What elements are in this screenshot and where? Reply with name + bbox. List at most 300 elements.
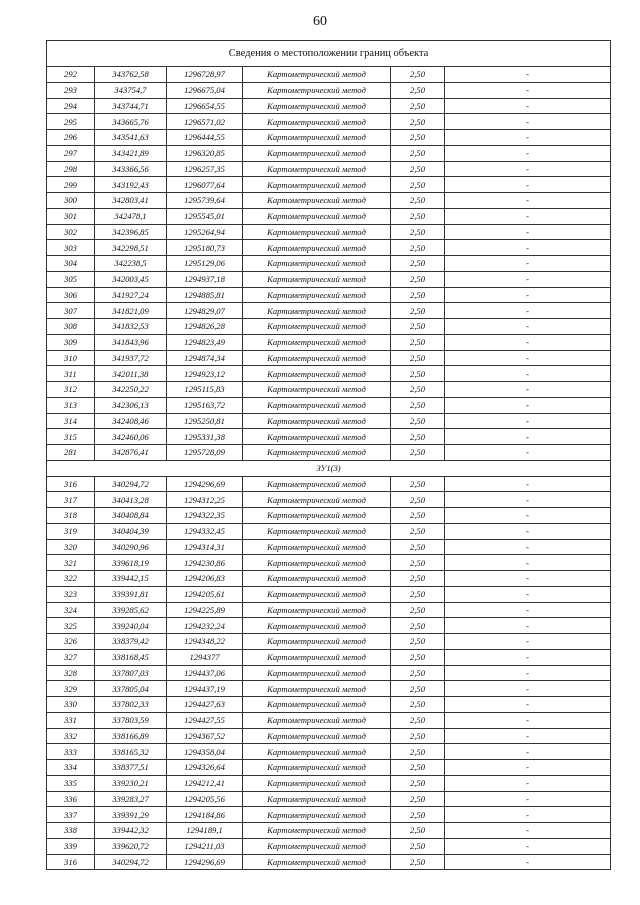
cell-coordinate-y: 1294885,81 xyxy=(167,287,243,303)
cell-coordinate-x: 342306,13 xyxy=(95,397,167,413)
cell-method: Картометрический метод xyxy=(243,256,391,272)
cell-method: Картометрический метод xyxy=(243,728,391,744)
cell-coordinate-y: 1294296,69 xyxy=(167,854,243,870)
table-row xyxy=(47,775,611,791)
cell-method: Картометрический метод xyxy=(243,634,391,650)
cell-description: - xyxy=(445,193,611,209)
table-row xyxy=(47,618,611,634)
cell-accuracy: 2,50 xyxy=(391,649,445,665)
cell-point-number: 327 xyxy=(47,649,95,665)
cell-accuracy: 2,50 xyxy=(391,838,445,854)
cell-coordinate-x: 338377,51 xyxy=(95,760,167,776)
cell-coordinate-x: 341927,24 xyxy=(95,287,167,303)
cell-accuracy: 2,50 xyxy=(391,823,445,839)
cell-coordinate-x: 342250,22 xyxy=(95,382,167,398)
cell-method: Картометрический метод xyxy=(243,350,391,366)
cell-coordinate-x: 342478,1 xyxy=(95,208,167,224)
cell-coordinate-x: 338166,89 xyxy=(95,728,167,744)
cell-accuracy: 2,50 xyxy=(391,145,445,161)
cell-method: Картометрический метод xyxy=(243,775,391,791)
cell-description: - xyxy=(445,618,611,634)
cell-coordinate-x: 342408,46 xyxy=(95,413,167,429)
cell-point-number: 329 xyxy=(47,681,95,697)
table-row xyxy=(47,193,611,209)
cell-coordinate-x: 339240,04 xyxy=(95,618,167,634)
cell-coordinate-y: 1294348,22 xyxy=(167,634,243,650)
cell-coordinate-y: 1295264,94 xyxy=(167,224,243,240)
cell-coordinate-x: 338165,32 xyxy=(95,744,167,760)
cell-method: Картометрический метод xyxy=(243,240,391,256)
cell-description: - xyxy=(445,397,611,413)
cell-method: Картометрический метод xyxy=(243,271,391,287)
cell-coordinate-y: 1295180,73 xyxy=(167,240,243,256)
cell-description: - xyxy=(445,366,611,382)
cell-accuracy: 2,50 xyxy=(391,744,445,760)
cell-accuracy: 2,50 xyxy=(391,350,445,366)
cell-accuracy: 2,50 xyxy=(391,760,445,776)
table-row xyxy=(47,98,611,114)
cell-point-number: 309 xyxy=(47,334,95,350)
cell-coordinate-x: 337807,03 xyxy=(95,665,167,681)
cell-coordinate-y: 1296077,64 xyxy=(167,177,243,193)
cell-coordinate-x: 339620,72 xyxy=(95,838,167,854)
cell-accuracy: 2,50 xyxy=(391,445,445,461)
table-row xyxy=(47,397,611,413)
cell-point-number: 310 xyxy=(47,350,95,366)
cell-coordinate-y: 1294212,41 xyxy=(167,775,243,791)
page-number: 60 xyxy=(313,14,327,29)
cell-coordinate-y: 1294314,31 xyxy=(167,539,243,555)
table-title: Сведения о местоположении границ объекта xyxy=(47,41,611,67)
table-row xyxy=(47,539,611,555)
table-row xyxy=(47,161,611,177)
cell-description: - xyxy=(445,508,611,524)
cell-accuracy: 2,50 xyxy=(391,161,445,177)
cell-description: - xyxy=(445,130,611,146)
table-row xyxy=(47,382,611,398)
cell-coordinate-x: 342460,06 xyxy=(95,429,167,445)
cell-coordinate-x: 337802,33 xyxy=(95,697,167,713)
cell-coordinate-y: 1294358,04 xyxy=(167,744,243,760)
cell-point-number: 312 xyxy=(47,382,95,398)
cell-description: - xyxy=(445,319,611,335)
cell-description: - xyxy=(445,775,611,791)
table-row xyxy=(47,555,611,571)
cell-point-number: 299 xyxy=(47,177,95,193)
cell-point-number: 294 xyxy=(47,98,95,114)
cell-method: Картометрический метод xyxy=(243,366,391,382)
cell-point-number: 292 xyxy=(47,67,95,83)
cell-description: - xyxy=(445,271,611,287)
cell-coordinate-y: 1294211,03 xyxy=(167,838,243,854)
cell-description: - xyxy=(445,161,611,177)
cell-coordinate-x: 341821,09 xyxy=(95,303,167,319)
cell-coordinate-x: 342238,5 xyxy=(95,256,167,272)
cell-method: Картометрический метод xyxy=(243,429,391,445)
cell-coordinate-y: 1294367,52 xyxy=(167,728,243,744)
cell-coordinate-x: 341832,53 xyxy=(95,319,167,335)
cell-description: - xyxy=(445,98,611,114)
cell-method: Картометрический метод xyxy=(243,823,391,839)
cell-coordinate-x: 340404,39 xyxy=(95,523,167,539)
cell-description: - xyxy=(445,712,611,728)
table-row xyxy=(47,303,611,319)
cell-coordinate-x: 342396,85 xyxy=(95,224,167,240)
table-title-row xyxy=(47,41,611,67)
cell-coordinate-x: 342298,51 xyxy=(95,240,167,256)
cell-description: - xyxy=(445,838,611,854)
cell-accuracy: 2,50 xyxy=(391,193,445,209)
cell-accuracy: 2,50 xyxy=(391,791,445,807)
cell-point-number: 308 xyxy=(47,319,95,335)
cell-accuracy: 2,50 xyxy=(391,366,445,382)
cell-description: - xyxy=(445,807,611,823)
cell-point-number: 281 xyxy=(47,445,95,461)
cell-accuracy: 2,50 xyxy=(391,256,445,272)
cell-coordinate-y: 1294189,1 xyxy=(167,823,243,839)
cell-description: - xyxy=(445,114,611,130)
cell-method: Картометрический метод xyxy=(243,334,391,350)
table-row xyxy=(47,823,611,839)
cell-coordinate-x: 340294,72 xyxy=(95,854,167,870)
cell-accuracy: 2,50 xyxy=(391,523,445,539)
cell-description: - xyxy=(445,697,611,713)
cell-method: Картометрический метод xyxy=(243,397,391,413)
cell-coordinate-x: 339442,15 xyxy=(95,571,167,587)
table-row xyxy=(47,256,611,272)
cell-coordinate-y: 1295129,06 xyxy=(167,256,243,272)
table-row xyxy=(47,476,611,492)
cell-point-number: 316 xyxy=(47,854,95,870)
cell-coordinate-x: 339391,29 xyxy=(95,807,167,823)
cell-accuracy: 2,50 xyxy=(391,303,445,319)
cell-coordinate-y: 1295115,83 xyxy=(167,382,243,398)
cell-accuracy: 2,50 xyxy=(391,775,445,791)
table-row xyxy=(47,634,611,650)
cell-coordinate-x: 339285,62 xyxy=(95,602,167,618)
cell-coordinate-y: 1294322,35 xyxy=(167,508,243,524)
cell-point-number: 306 xyxy=(47,287,95,303)
cell-point-number: 304 xyxy=(47,256,95,272)
cell-point-number: 330 xyxy=(47,697,95,713)
cell-method: Картометрический метод xyxy=(243,98,391,114)
cell-description: - xyxy=(445,82,611,98)
cell-point-number: 318 xyxy=(47,508,95,524)
cell-accuracy: 2,50 xyxy=(391,712,445,728)
cell-description: - xyxy=(445,823,611,839)
cell-accuracy: 2,50 xyxy=(391,586,445,602)
cell-coordinate-x: 339618,19 xyxy=(95,555,167,571)
cell-description: - xyxy=(445,287,611,303)
cell-coordinate-y: 1294230,86 xyxy=(167,555,243,571)
cell-coordinate-y: 1296320,85 xyxy=(167,145,243,161)
cell-coordinate-y: 1296654,55 xyxy=(167,98,243,114)
table-row xyxy=(47,429,611,445)
cell-description: - xyxy=(445,586,611,602)
cell-accuracy: 2,50 xyxy=(391,571,445,587)
cell-method: Картометрический метод xyxy=(243,382,391,398)
cell-accuracy: 2,50 xyxy=(391,130,445,146)
cell-description: - xyxy=(445,634,611,650)
cell-accuracy: 2,50 xyxy=(391,665,445,681)
cell-coordinate-y: 1294225,89 xyxy=(167,602,243,618)
cell-coordinate-y: 1294823,49 xyxy=(167,334,243,350)
cell-coordinate-x: 343366,56 xyxy=(95,161,167,177)
cell-accuracy: 2,50 xyxy=(391,602,445,618)
cell-point-number: 298 xyxy=(47,161,95,177)
cell-coordinate-x: 342011,38 xyxy=(95,366,167,382)
table-row xyxy=(47,744,611,760)
cell-description: - xyxy=(445,791,611,807)
cell-point-number: 338 xyxy=(47,823,95,839)
cell-point-number: 311 xyxy=(47,366,95,382)
table-row xyxy=(47,508,611,524)
cell-coordinate-y: 1294332,45 xyxy=(167,523,243,539)
cell-point-number: 336 xyxy=(47,791,95,807)
cell-method: Картометрический метод xyxy=(243,838,391,854)
cell-point-number: 322 xyxy=(47,571,95,587)
cell-method: Картометрический метод xyxy=(243,413,391,429)
table-row xyxy=(47,240,611,256)
cell-coordinate-x: 342003,45 xyxy=(95,271,167,287)
table-row xyxy=(47,145,611,161)
cell-accuracy: 2,50 xyxy=(391,854,445,870)
cell-coordinate-x: 343421,89 xyxy=(95,145,167,161)
cell-description: - xyxy=(445,476,611,492)
cell-coordinate-y: 1294923,12 xyxy=(167,366,243,382)
cell-coordinate-x: 338379,42 xyxy=(95,634,167,650)
cell-coordinate-x: 340413,28 xyxy=(95,492,167,508)
cell-description: - xyxy=(445,854,611,870)
cell-coordinate-y: 1294437,06 xyxy=(167,665,243,681)
cell-method: Картометрический метод xyxy=(243,539,391,555)
cell-coordinate-x: 343541,63 xyxy=(95,130,167,146)
cell-coordinate-y: 1294205,56 xyxy=(167,791,243,807)
cell-method: Картометрический метод xyxy=(243,161,391,177)
cell-accuracy: 2,50 xyxy=(391,539,445,555)
table-row xyxy=(47,854,611,870)
cell-coordinate-x: 337803,59 xyxy=(95,712,167,728)
cell-method: Картометрический метод xyxy=(243,618,391,634)
cell-coordinate-x: 343744,71 xyxy=(95,98,167,114)
table-row xyxy=(47,334,611,350)
cell-point-number: 305 xyxy=(47,271,95,287)
cell-description: - xyxy=(445,523,611,539)
cell-method: Картометрический метод xyxy=(243,681,391,697)
cell-method: Картометрический метод xyxy=(243,303,391,319)
cell-accuracy: 2,50 xyxy=(391,382,445,398)
cell-coordinate-y: 1294206,83 xyxy=(167,571,243,587)
cell-accuracy: 2,50 xyxy=(391,476,445,492)
table-row xyxy=(47,728,611,744)
table-row xyxy=(47,712,611,728)
cell-point-number: 316 xyxy=(47,476,95,492)
cell-method: Картометрический метод xyxy=(243,854,391,870)
table-row xyxy=(47,681,611,697)
cell-accuracy: 2,50 xyxy=(391,634,445,650)
table-body xyxy=(47,41,611,870)
table-row xyxy=(47,492,611,508)
cell-accuracy: 2,50 xyxy=(391,114,445,130)
cell-description: - xyxy=(445,492,611,508)
cell-accuracy: 2,50 xyxy=(391,492,445,508)
cell-description: - xyxy=(445,334,611,350)
cell-accuracy: 2,50 xyxy=(391,82,445,98)
cell-coordinate-y: 1294874,34 xyxy=(167,350,243,366)
boundary-coordinates-table xyxy=(46,40,611,870)
table-row xyxy=(47,224,611,240)
cell-coordinate-y: 1296257,35 xyxy=(167,161,243,177)
cell-coordinate-y: 1294232,24 xyxy=(167,618,243,634)
cell-description: - xyxy=(445,571,611,587)
cell-point-number: 297 xyxy=(47,145,95,161)
cell-method: Картометрический метод xyxy=(243,744,391,760)
cell-point-number: 295 xyxy=(47,114,95,130)
cell-coordinate-x: 339442,32 xyxy=(95,823,167,839)
cell-point-number: 333 xyxy=(47,744,95,760)
table-row xyxy=(47,586,611,602)
cell-accuracy: 2,50 xyxy=(391,224,445,240)
table-row xyxy=(47,649,611,665)
table-row xyxy=(47,807,611,823)
table-row xyxy=(47,271,611,287)
cell-accuracy: 2,50 xyxy=(391,319,445,335)
cell-coordinate-y: 1294377 xyxy=(167,649,243,665)
cell-coordinate-y: 1296728,97 xyxy=(167,67,243,83)
cell-description: - xyxy=(445,429,611,445)
cell-point-number: 328 xyxy=(47,665,95,681)
cell-coordinate-y: 1294312,25 xyxy=(167,492,243,508)
table-row xyxy=(47,177,611,193)
cell-coordinate-x: 342803,41 xyxy=(95,193,167,209)
cell-coordinate-x: 339283,27 xyxy=(95,791,167,807)
cell-accuracy: 2,50 xyxy=(391,177,445,193)
cell-accuracy: 2,50 xyxy=(391,208,445,224)
cell-coordinate-x: 340290,96 xyxy=(95,539,167,555)
cell-coordinate-y: 1294829,07 xyxy=(167,303,243,319)
section-heading: ЗУ1(3) xyxy=(47,460,611,476)
cell-point-number: 332 xyxy=(47,728,95,744)
cell-point-number: 324 xyxy=(47,602,95,618)
section-heading-row xyxy=(47,460,611,476)
cell-description: - xyxy=(445,760,611,776)
cell-point-number: 335 xyxy=(47,775,95,791)
table-row xyxy=(47,287,611,303)
cell-method: Картометрический метод xyxy=(243,523,391,539)
cell-accuracy: 2,50 xyxy=(391,271,445,287)
cell-coordinate-y: 1295250,81 xyxy=(167,413,243,429)
cell-point-number: 321 xyxy=(47,555,95,571)
cell-description: - xyxy=(445,744,611,760)
cell-coordinate-x: 341843,96 xyxy=(95,334,167,350)
cell-point-number: 320 xyxy=(47,539,95,555)
cell-point-number: 315 xyxy=(47,429,95,445)
cell-accuracy: 2,50 xyxy=(391,681,445,697)
cell-method: Картометрический метод xyxy=(243,571,391,587)
cell-method: Картометрический метод xyxy=(243,476,391,492)
cell-coordinate-x: 343754,7 xyxy=(95,82,167,98)
cell-coordinate-x: 338168,45 xyxy=(95,649,167,665)
cell-point-number: 303 xyxy=(47,240,95,256)
cell-method: Картометрический метод xyxy=(243,760,391,776)
cell-accuracy: 2,50 xyxy=(391,807,445,823)
cell-coordinate-x: 340294,72 xyxy=(95,476,167,492)
cell-method: Картометрический метод xyxy=(243,602,391,618)
cell-method: Картометрический метод xyxy=(243,193,391,209)
cell-method: Картометрический метод xyxy=(243,114,391,130)
cell-description: - xyxy=(445,145,611,161)
cell-method: Картометрический метод xyxy=(243,791,391,807)
cell-description: - xyxy=(445,382,611,398)
cell-coordinate-y: 1294184,86 xyxy=(167,807,243,823)
table-row xyxy=(47,319,611,335)
table-row xyxy=(47,445,611,461)
cell-method: Картометрический метод xyxy=(243,287,391,303)
cell-point-number: 302 xyxy=(47,224,95,240)
cell-coordinate-x: 339230,21 xyxy=(95,775,167,791)
cell-method: Картометрический метод xyxy=(243,807,391,823)
cell-point-number: 296 xyxy=(47,130,95,146)
cell-accuracy: 2,50 xyxy=(391,429,445,445)
cell-coordinate-y: 1294296,69 xyxy=(167,476,243,492)
cell-description: - xyxy=(445,602,611,618)
table-row xyxy=(47,413,611,429)
cell-point-number: 325 xyxy=(47,618,95,634)
table-row xyxy=(47,571,611,587)
cell-point-number: 301 xyxy=(47,208,95,224)
cell-description: - xyxy=(445,445,611,461)
cell-method: Картометрический метод xyxy=(243,224,391,240)
cell-method: Картометрический метод xyxy=(243,697,391,713)
cell-point-number: 334 xyxy=(47,760,95,776)
cell-point-number: 293 xyxy=(47,82,95,98)
cell-point-number: 317 xyxy=(47,492,95,508)
table-row xyxy=(47,602,611,618)
cell-point-number: 323 xyxy=(47,586,95,602)
cell-coordinate-y: 1294205,61 xyxy=(167,586,243,602)
cell-description: - xyxy=(445,665,611,681)
cell-point-number: 331 xyxy=(47,712,95,728)
cell-coordinate-y: 1295545,01 xyxy=(167,208,243,224)
cell-description: - xyxy=(445,303,611,319)
cell-accuracy: 2,50 xyxy=(391,413,445,429)
cell-point-number: 339 xyxy=(47,838,95,854)
cell-description: - xyxy=(445,413,611,429)
cell-coordinate-y: 1294427,55 xyxy=(167,712,243,728)
cell-coordinate-x: 339391,81 xyxy=(95,586,167,602)
cell-coordinate-y: 1296675,04 xyxy=(167,82,243,98)
cell-method: Картометрический метод xyxy=(243,177,391,193)
cell-coordinate-x: 341937,72 xyxy=(95,350,167,366)
cell-accuracy: 2,50 xyxy=(391,508,445,524)
cell-accuracy: 2,50 xyxy=(391,67,445,83)
cell-coordinate-y: 1295728,09 xyxy=(167,445,243,461)
table-row xyxy=(47,67,611,83)
cell-method: Картометрический метод xyxy=(243,555,391,571)
cell-method: Картометрический метод xyxy=(243,319,391,335)
cell-method: Картометрический метод xyxy=(243,67,391,83)
cell-coordinate-x: 343192,43 xyxy=(95,177,167,193)
cell-coordinate-y: 1296444,55 xyxy=(167,130,243,146)
cell-method: Картометрический метод xyxy=(243,492,391,508)
table-row xyxy=(47,366,611,382)
cell-coordinate-y: 1295163,72 xyxy=(167,397,243,413)
cell-description: - xyxy=(445,67,611,83)
cell-description: - xyxy=(445,350,611,366)
cell-accuracy: 2,50 xyxy=(391,618,445,634)
cell-point-number: 314 xyxy=(47,413,95,429)
cell-coordinate-x: 340408,84 xyxy=(95,508,167,524)
